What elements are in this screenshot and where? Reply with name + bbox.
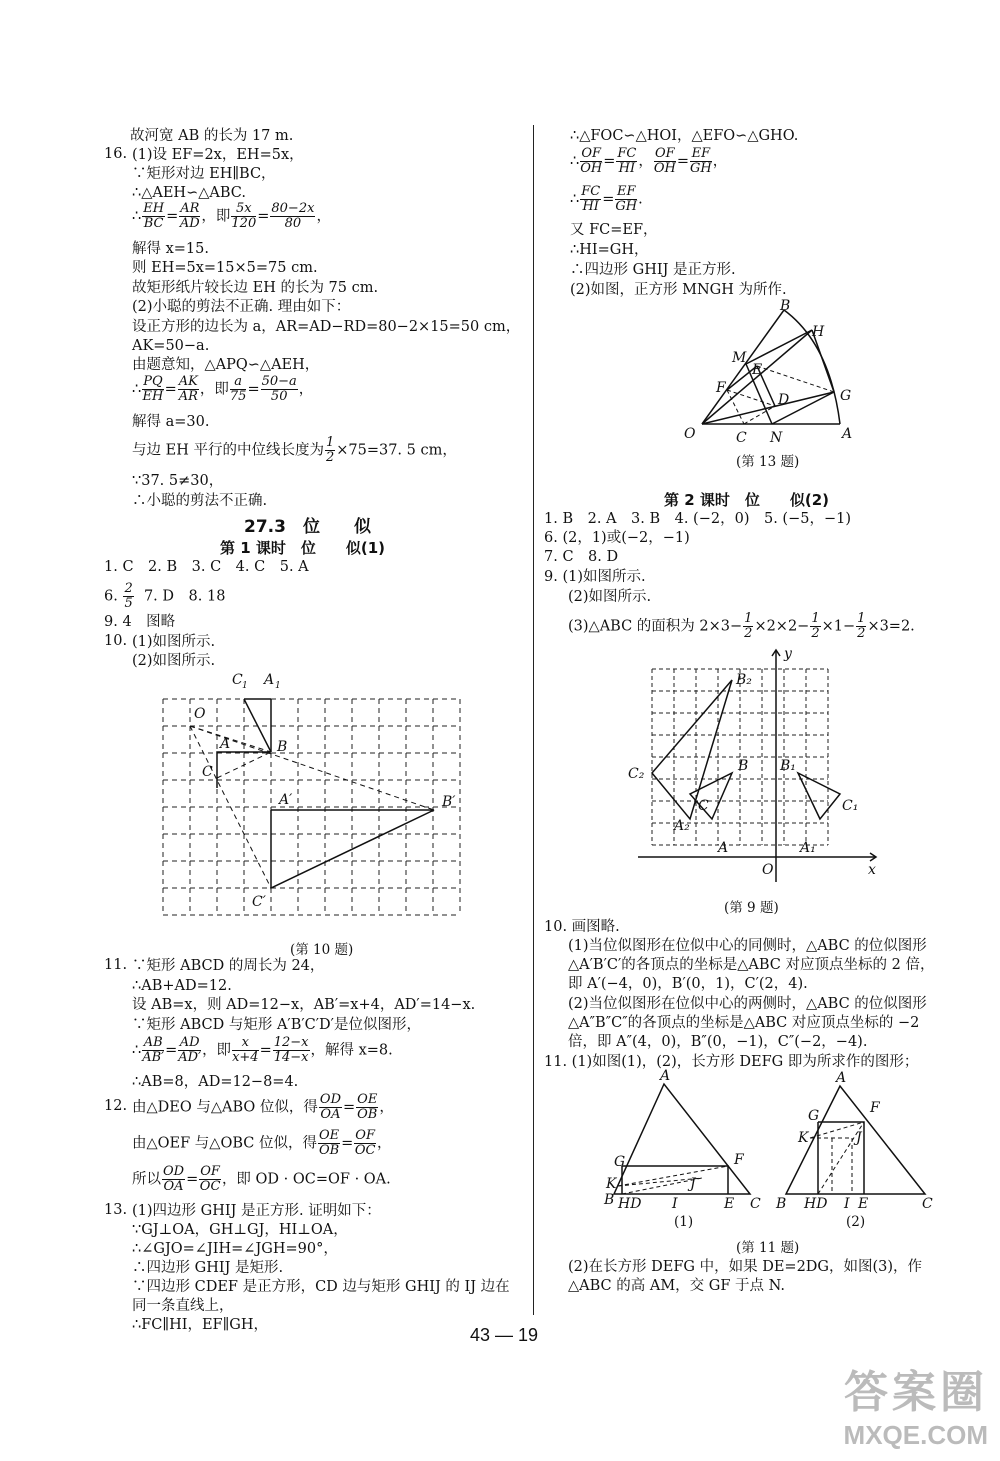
svg-text:B: B xyxy=(776,1196,787,1212)
figure-10 xyxy=(150,668,480,930)
svg-text:A: A xyxy=(718,840,729,856)
text-line: 同一条直线上， xyxy=(132,1298,234,1314)
svg-text:M: M xyxy=(732,350,747,366)
lesson-title: 第 1 课时 位 似(1) xyxy=(220,539,386,557)
answer-line: 1. B 2. A 3. B 4. (−2，0) 5. (−5，−1) xyxy=(544,511,851,527)
text-line: AK=50−a. xyxy=(132,338,210,354)
text-line: ∵四边形 CDEF 是正方形，CD 边与矩形 GHIJ 的 IJ 边在 xyxy=(132,1279,510,1295)
svg-text:K: K xyxy=(606,1176,617,1192)
svg-text:A₁: A₁ xyxy=(800,840,816,856)
answer-line: 9. 4 图略 xyxy=(104,614,176,630)
text-line: (2)如图，正方形 MNGH 为所作. xyxy=(570,282,787,298)
svg-text:C: C xyxy=(750,1196,761,1212)
text-line: 则 EH=5x=15×5=75 cm. xyxy=(132,260,318,276)
figure-caption: (第 10 题) xyxy=(290,942,354,958)
svg-text:F: F xyxy=(716,380,726,396)
answer-line: 11. (1)如图(1)，(2)，长方形 DEFG 即为所求作的图形； xyxy=(544,1054,919,1070)
text-line: ∴△FOC∽△HOI，△EFO∽△GHO. xyxy=(570,128,799,144)
page-number: 43 — 19 xyxy=(470,1325,539,1345)
svg-text:G: G xyxy=(614,1154,626,1170)
svg-text:B: B xyxy=(604,1192,615,1208)
svg-text:J: J xyxy=(690,1176,696,1192)
text-line: (1)四边形 GHIJ 是正方形. 证明如下： xyxy=(132,1203,381,1219)
text-line: (2)当位似图形在位似中心的两侧时，△ABC 的位似图形 xyxy=(568,996,927,1012)
question-number: 11. xyxy=(104,957,128,973)
text-line: (2)在长方形 DEFG 中，如果 DE=2DG，如图(3)，作 xyxy=(568,1259,923,1275)
answer-line: 7. C 8. D xyxy=(544,549,619,565)
text-line: ∵矩形对边 EH∥BC， xyxy=(132,166,276,182)
text-line: ∵矩形 ABCD 的周长为 24， xyxy=(132,958,325,974)
text-line: ∴AB+AD=12. xyxy=(132,978,232,994)
label-B: B xyxy=(277,739,288,755)
label-C1: C xyxy=(232,672,243,688)
text-line: 故矩形纸片较长边 EH 的长为 75 cm. xyxy=(132,280,379,296)
figure-caption: (第 11 题) xyxy=(736,1240,800,1256)
text-line: (2)如图所示. xyxy=(568,589,652,605)
question-number: 13. xyxy=(104,1202,128,1218)
text-line: 解得 a=30. xyxy=(132,414,210,430)
formula-line: ∴ $\frac{FC}{HI}$ = $\frac{EF}{GH}$ . xyxy=(570,184,643,214)
formula-line: ∴ $\frac{OF}{OH}$ = $\frac{FC}{HI}$ ， $\frac{OF}{OH}$ = $\frac{EF}{GH}$ ， xyxy=(570,146,728,176)
text-line: △ABC 的高 AM，交 GF 于点 N. xyxy=(568,1278,786,1294)
svg-text:C: C xyxy=(736,430,747,446)
label-C: C xyxy=(202,764,213,780)
formula-line: ∴ $\frac{EH}{BC}$ = $\frac{AR}{AD}$ ，即 $\frac{5x}{120}$ = $\frac{80-2x}{80}$ ， xyxy=(132,201,331,231)
text-line: △A′B′C′的各顶点的坐标是△ABC 对应顶点坐标的 2 倍， xyxy=(568,957,935,973)
svg-text:O: O xyxy=(762,862,774,878)
svg-text:A: A xyxy=(842,426,853,442)
svg-text:N: N xyxy=(770,430,783,446)
svg-text:E: E xyxy=(724,1196,735,1212)
text-line: ∵矩形 ABCD 与矩形 A′B′C′D′是位似图形， xyxy=(132,1017,421,1033)
svg-text:G: G xyxy=(840,388,852,404)
figure-caption: (2) xyxy=(846,1214,866,1230)
svg-text:A: A xyxy=(836,1070,847,1086)
text-line: ∴四边形 GHIJ 是矩形. xyxy=(132,1260,284,1276)
answer-line: 9. (1)如图所示. xyxy=(544,569,646,585)
svg-text:A: A xyxy=(660,1068,671,1084)
label-B-prime: B′ xyxy=(442,794,456,810)
question-number: 12. xyxy=(104,1098,128,1114)
svg-text:K: K xyxy=(798,1130,809,1146)
svg-text:1: 1 xyxy=(242,681,248,691)
text-line: ∴∠GJO=∠JIH=∠JGH=90°， xyxy=(132,1241,338,1257)
text-line: (2)如图所示. xyxy=(132,653,216,669)
formula-line: 所以 $\frac{OD}{OA}$ = $\frac{OF}{OC}$ ，即 OD · OC=OF · OA. xyxy=(132,1164,391,1194)
label-C-prime: C′ xyxy=(252,894,266,910)
svg-text:C: C xyxy=(698,798,709,814)
formula-line: ∴ $\frac{AB}{AB'}$ = $\frac{AD}{AD'}$ ，即 $\frac{x}{x+4}$ = $\frac{12-x}{14-x}$ ，解得 x=8. xyxy=(132,1035,393,1065)
text-line: 由题意知，△APQ∽△AEH， xyxy=(132,357,320,373)
svg-text:y: y xyxy=(784,646,792,662)
answer-line: 6. (2，1)或(−2，−1) xyxy=(544,530,690,546)
formula-line: 由△DEO 与△ABO 位似，得 $\frac{OD}{OA}$ = $\frac{OE}{OB}$ ， xyxy=(132,1092,394,1122)
section-title: 27.3 位 似 xyxy=(244,517,371,537)
svg-text:I: I xyxy=(672,1196,678,1212)
text-line: (1)当位似图形在位似中心的同侧时，△ABC 的位似图形 xyxy=(568,938,927,954)
question-number: 16. xyxy=(104,146,128,162)
svg-text:D: D xyxy=(778,392,790,408)
svg-text:B₂: B₂ xyxy=(736,672,752,688)
label-A1: A xyxy=(264,672,275,688)
svg-text:I: I xyxy=(844,1196,850,1212)
text-line: 设 AB=x，则 AD=12−x，AB′=x+4，AD′=14−x. xyxy=(132,997,476,1013)
figure-13 xyxy=(672,296,872,446)
svg-text:A₂: A₂ xyxy=(674,818,690,834)
svg-text:C: C xyxy=(922,1196,933,1212)
figure-9 xyxy=(624,642,884,892)
text-line: (1)设 EF=2x，EH=5x， xyxy=(132,147,304,163)
answer-line: 10. 画图略. xyxy=(544,919,620,935)
answer-line: 6. $\frac{2}{5}$ 7. D 8. 18 xyxy=(104,581,226,611)
text-line: 即 A′(−4，0)，B′(0，1)，C′(2，4). xyxy=(568,976,808,992)
question-number: 10. xyxy=(104,633,128,649)
text-line: ∵37. 5≠30， xyxy=(132,473,224,489)
svg-text:HD: HD xyxy=(804,1196,828,1212)
answer-line: 1. C 2. B 3. C 4. C 5. A xyxy=(104,559,309,575)
formula-line: 由△OEF 与△OBC 位似，得 $\frac{OE}{OB}$ = $\frac{OF}{OC}$ ， xyxy=(132,1128,392,1158)
text-line: ∴小聪的剪法不正确. xyxy=(132,493,268,509)
lesson-title: 第 2 课时 位 似(2) xyxy=(664,491,830,509)
text-line: ∴FC∥HI，EF∥GH， xyxy=(132,1317,269,1333)
text-line: ∴△AEH∽△ABC. xyxy=(132,185,246,201)
svg-text:B: B xyxy=(738,758,749,774)
figure-caption: (第 9 题) xyxy=(724,900,779,916)
text-line: ∵GJ⊥OA，GH⊥GJ，HI⊥OA， xyxy=(132,1222,348,1238)
svg-text:J: J xyxy=(856,1130,862,1146)
text-line: 倍，即 A″(4，0)，B″(0，−1)，C″(−2，−4). xyxy=(568,1034,868,1050)
text-line: △A″B″C″的各顶点的坐标是△ABC 对应顶点坐标的 −2 xyxy=(568,1015,920,1031)
svg-text:x: x xyxy=(868,862,876,878)
text-line: ∴HI=GH， xyxy=(570,242,649,258)
formula-line: ∴ $\frac{PQ}{EH}$ = $\frac{AK}{AR}$ ，即 $\frac{a}{75}$ = $\frac{50-a}{50}$ ， xyxy=(132,374,314,404)
figure-11 xyxy=(600,1068,945,1230)
svg-text:F: F xyxy=(870,1100,880,1116)
figure-caption: (第 13 题) xyxy=(736,454,800,470)
svg-text:O: O xyxy=(684,426,696,442)
svg-text:C₁: C₁ xyxy=(842,798,859,814)
figure-caption: (1) xyxy=(674,1214,694,1230)
formula-line: (3)△ABC 的面积为 2×3− $\frac{1}{2}$ ×2×2− $\frac{1}{2}$ ×1− $\frac{1}{2}$ ×3=2. xyxy=(568,611,915,641)
text-line: (2)小聪的剪法不正确. 理由如下： xyxy=(132,299,351,315)
watermark: 答案圈 MXQE.COM xyxy=(843,1368,988,1450)
text-line: ∴AB=8，AD=12−8=4. xyxy=(132,1074,299,1090)
svg-text:F: F xyxy=(734,1152,744,1168)
svg-text:1: 1 xyxy=(275,681,281,691)
label-A-prime: A′ xyxy=(279,792,293,808)
svg-text:B: B xyxy=(780,298,791,314)
svg-text:C₂: C₂ xyxy=(628,766,645,782)
svg-text:HD: HD xyxy=(618,1196,642,1212)
svg-text:E: E xyxy=(858,1196,869,1212)
svg-text:G: G xyxy=(808,1108,820,1124)
text-line: (1)如图所示. xyxy=(132,634,216,650)
label-O: O xyxy=(194,706,206,722)
formula-line: 与边 EH 平行的中位线长度为 $\frac{1}{2}$ ×75=37. 5 cm， xyxy=(132,435,457,465)
svg-text:B₁: B₁ xyxy=(780,758,796,774)
text-line: 设正方形的边长为 a，AR=AD−RD=80−2×15=50 cm， xyxy=(132,319,521,335)
text-line: ∴四边形 GHIJ 是正方形. xyxy=(570,262,736,278)
label-A: A xyxy=(220,736,231,752)
text-line: 解得 x=15. xyxy=(132,241,209,257)
column-divider xyxy=(533,125,534,1315)
text-line: 故河宽 AB 的长为 17 m. xyxy=(130,128,294,144)
text-line: 又 FC=EF， xyxy=(570,222,658,238)
svg-text:E: E xyxy=(752,362,763,378)
svg-text:H: H xyxy=(812,324,825,340)
